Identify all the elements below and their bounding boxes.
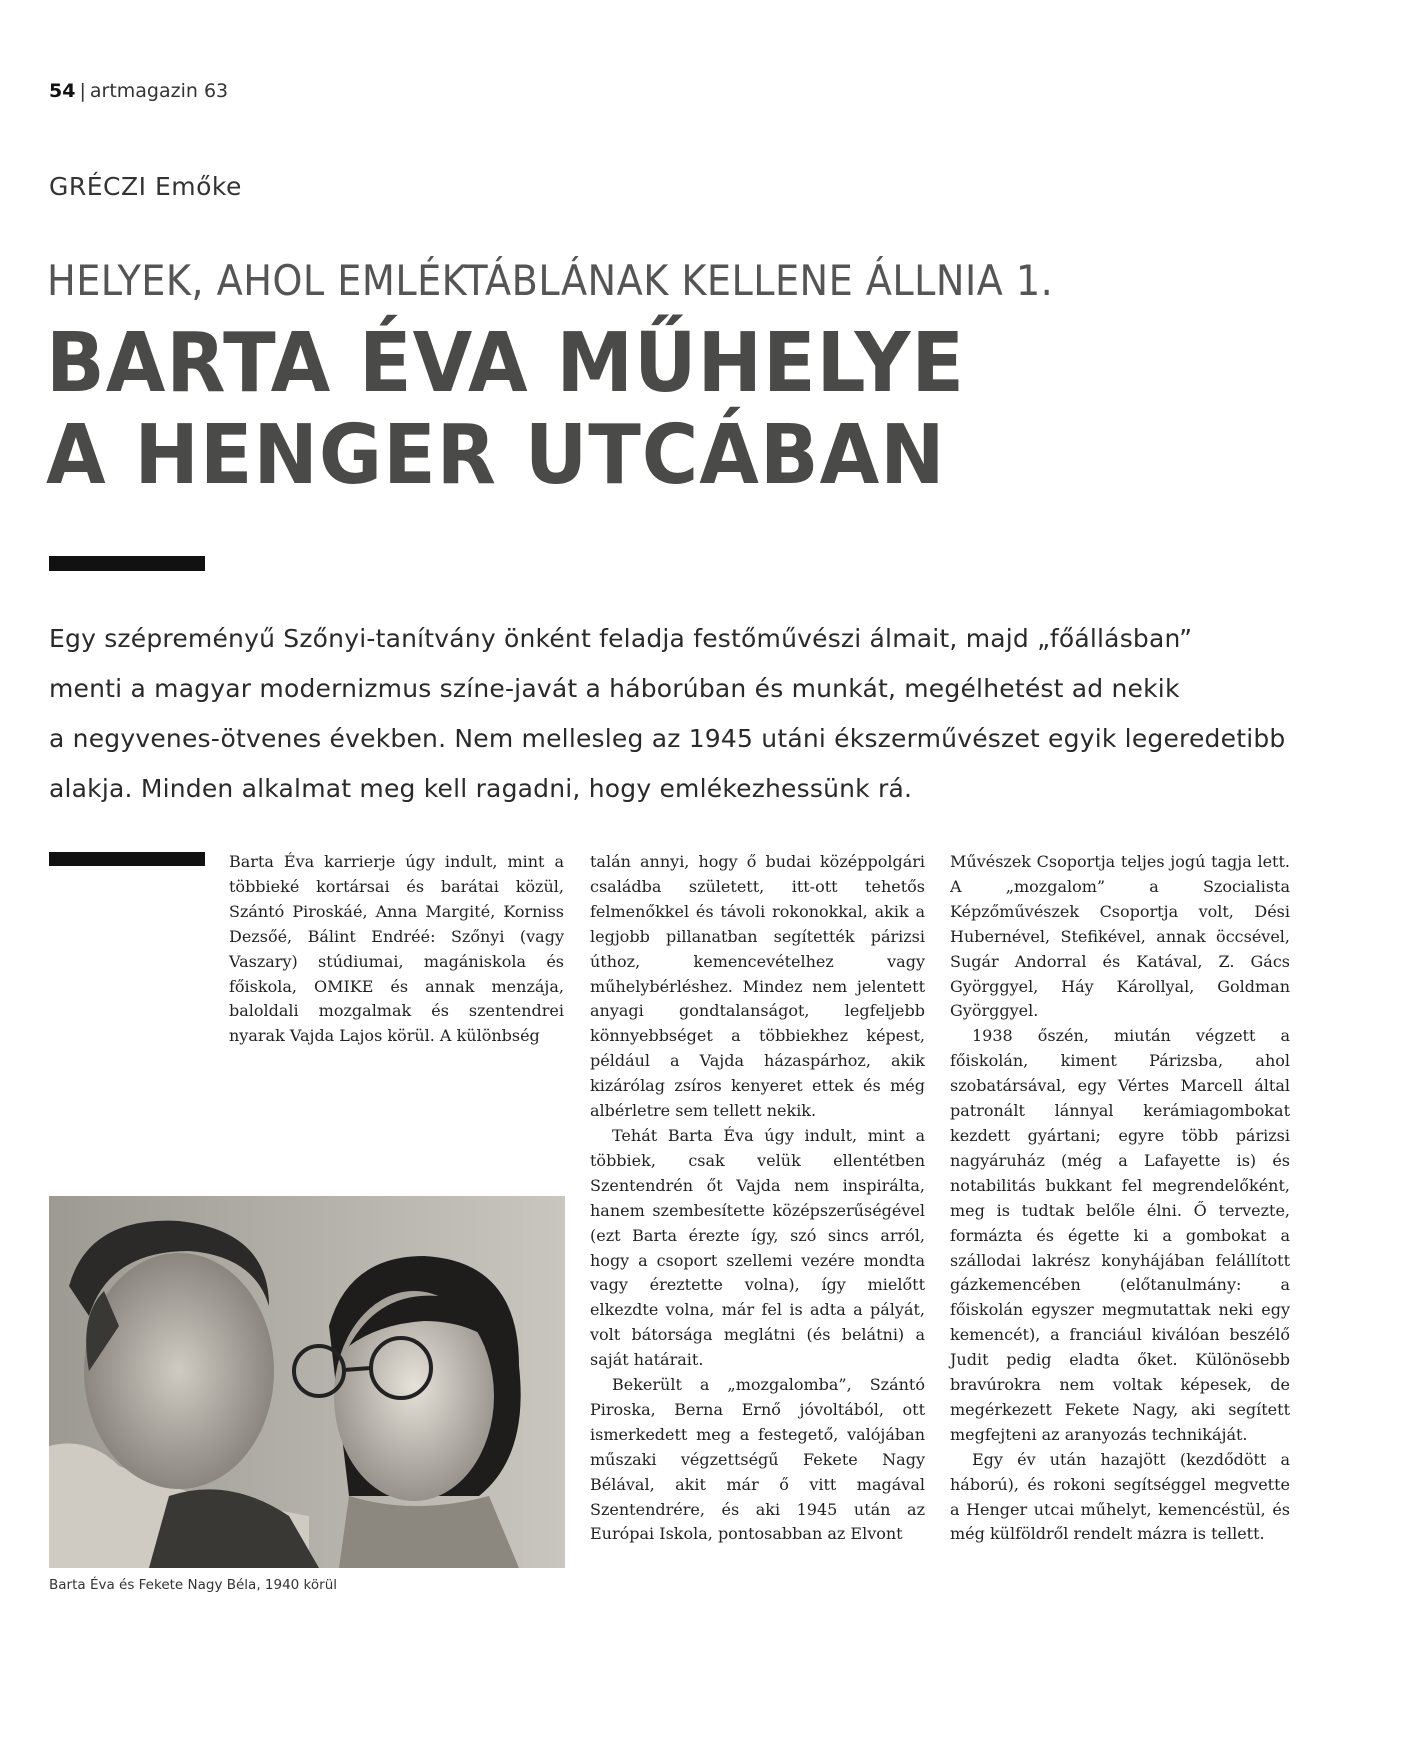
- kicker-number: 1.: [1015, 256, 1054, 305]
- body-paragraph-p1: Barta Éva karrierje úgy indult, mint a többieké kortársai és barátai közül, Szántó Piroskáé, Anna Margité, Korniss Dezsőé, Bálint Endréé: Szőnyi (vagy Vaszary) stúdiumai, magániskola és főiskola, OMIKE és annak menzája, baloldali mozgalmak és szentendrei nyarak Vajda Lajos körül. A különbség: [229, 852, 564, 1046]
- body-column-2: [590, 850, 925, 1547]
- photo-caption: Barta Éva és Fekete Nagy Béla, 1940 körül: [49, 1577, 338, 1593]
- title-line-1: BARTA ÉVA MŰHELYE: [46, 316, 965, 411]
- body-rule: [49, 852, 205, 866]
- article-kicker: [47, 256, 1257, 305]
- page-number: 54: [49, 80, 76, 102]
- lead-line-3: a negyvenes-ötvenes években. Nem mellesleg az 1945 utáni ékszerművészet egyik legeredetibb: [49, 724, 1286, 753]
- lead-line-4: alakja. Minden alkalmat meg kell ragadni, hogy emlékezhessünk rá.: [49, 774, 913, 803]
- body-column-3: [950, 850, 1290, 1547]
- author-byline: GRÉCZI Emőke: [49, 172, 242, 201]
- body-paragraph-p3: Bekerült a „mozgalomba”, Szántó Piroska, Berna Ernő jóvoltából, ott ismerkedett meg a festegető, valójában műszaki végzettségű Fekete Nagy Bélával, akit már ő vitt magával Szentendrére, és aki 1945 után az Európai Iskola, pontosabban az Elvont: [590, 1375, 925, 1544]
- body-paragraph-p3: Művészek Csoportja teljes jogú tagja lett. A „mozgalom” a Szocialista Képzőművészek Csoportja volt, Dési Hubernével, Stefikével, annak öccsével, Sugár Andorral és Katával, Z. Gács Györggyel, Háy Károllyal, Goldman Györggyel.: [950, 852, 1290, 1021]
- portrait-photo-image: [49, 1196, 565, 1568]
- running-header: [49, 80, 228, 102]
- body-paragraph-p2: Tehát Barta Éva úgy indult, mint a többiek, csak velük ellentétben Szentendrén őt Vajda nem inspirálta, hanem szembesítette középszerűségével (ezt Barta érezte így, szó sincs arról, hogy a csoport szellemi vezére mondta vagy éreztette volna), így mielőtt elkezdte volna, már fel is adta a pályát, volt bátorsága meglátni (és belátni) a saját határait.: [590, 1125, 925, 1370]
- lead-line-2: menti a magyar modernizmus színe-javát a háborúban és munkát, megélhetést ad nekik: [49, 674, 1180, 703]
- lead-line-1: Egy szépreményű Szőnyi-tanítvány önként feladja festőművészi álmait, majd „főállásban”: [49, 624, 1193, 653]
- body-paragraph-p5: Egy év után hazajött (kezdődött a háború), és rokoni segítséggel megvette a Henger utcai műhelyt, kemencéstül, és még külföldről rendelt mázra is tellett.: [950, 1449, 1290, 1544]
- header-separator: |: [79, 80, 86, 102]
- lead-paragraph: [49, 614, 1289, 814]
- body-column-1: [229, 850, 564, 1049]
- body-paragraph-p1: talán annyi, hogy ő budai középpolgári családba született, itt-ott tehetős felmenőkkel és távoli rokonokkal, akik a legjobb pillanatban segítették párizsi úthoz, kemencevételhez vagy műhelybérléshez. Mindez nem jelentett anyagi gondtalanságot, legfeljebb könnyebbséget a többiekhez képest, például a Vajda házaspárhoz, akik kizárólag zsíros kenyeret ettek és még albérletre sem tellett nekik.: [590, 852, 925, 1121]
- title-rule: [49, 556, 205, 571]
- portrait-photo: [49, 1196, 565, 1568]
- magazine-issue: artmagazin 63: [89, 80, 229, 102]
- title-line-2: A HENGER UTCÁBAN: [46, 408, 946, 503]
- article-title: [46, 318, 1296, 502]
- kicker-text: HELYEK, AHOL EMLÉKTÁBLÁNAK KELLENE ÁLLNIA: [47, 256, 1004, 305]
- body-paragraph-p4: 1938 őszén, miután végzett a főiskolán, kiment Párizsba, ahol szobatársával, egy Vértes Marcell által patronált lánnyal kerámiagombokat kezdett gyártani; egyre több párizsi nagyáruház (még a Lafayette is) és notabilitás bukkant fel megrendelőként, meg is tudtak belőle élni. Ő tervezte, formázta és égette ki a gombokat a szállodai lakrész konyhájában felállított gázkemencében (előtanulmány: a főiskolán egyszer megmutattak neki egy kemencét), a franciául kiválóan beszélő Judit pedig eladta őket. Különösebb bravúrokra nem voltak képesek, de megérkezett Fekete Nagy, aki segített megfejteni az aranyozás technikáját.: [950, 1026, 1290, 1444]
